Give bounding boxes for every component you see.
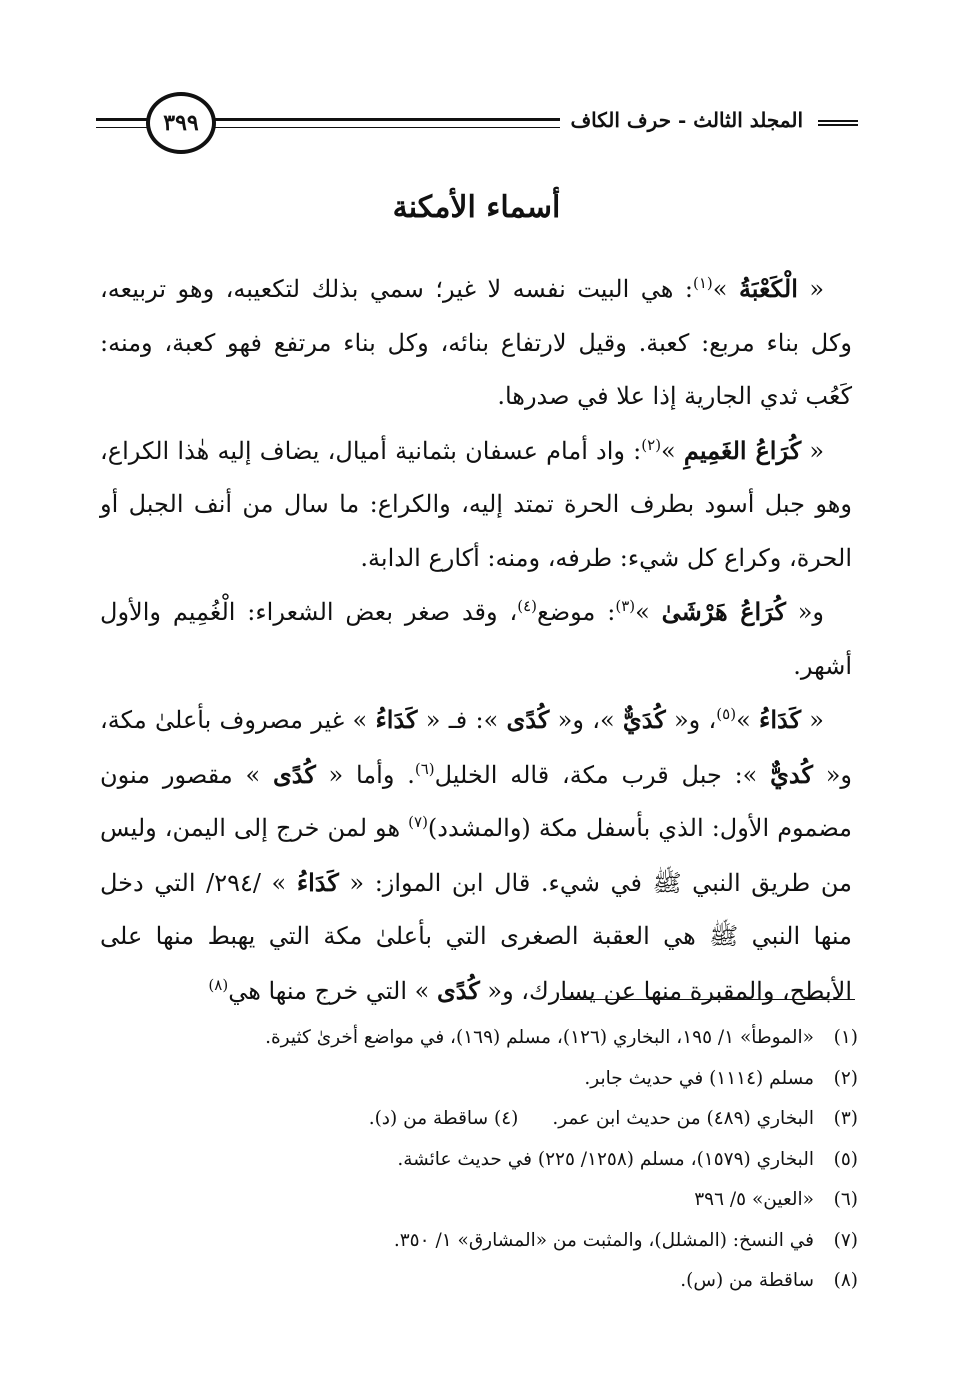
- footnote-text: مسلم (١١١٤) في حديث جابر.: [584, 1067, 814, 1089]
- header-rule-left: [96, 118, 148, 128]
- entry-text: : موضع: [536, 598, 616, 626]
- entry-text: »: جبل قرب مكة، قاله الخليل: [434, 760, 771, 789]
- footnote-ref: (٣): [615, 597, 636, 615]
- footnote: [140, 1099, 858, 1140]
- footnote: [140, 1261, 858, 1302]
- running-title: المجلد الثالث - حرف الكاف: [560, 108, 813, 132]
- footnote-text: البخاري (١٥٧٩)، مسلم (١٢٥٨/ ٢٢٥) في حديث عائشة.: [397, 1148, 814, 1170]
- footnote-ref: (٤): [517, 597, 537, 615]
- entry-kada: [100, 693, 852, 1018]
- entry-text: » مقصور منون مضموم الأول: الذي بأسفل مكة (والمشدد): [100, 760, 852, 842]
- footnote-ref: (٦): [414, 759, 435, 778]
- entry-term: الْكَعْبَةُ: [738, 274, 798, 303]
- page-number-badge: [146, 92, 216, 154]
- entry-term: كَدَاءُ: [375, 705, 418, 734]
- entry-text: ، و«: [665, 706, 717, 734]
- footnote: [140, 1018, 858, 1059]
- quote-close: »: [661, 436, 684, 465]
- entry-term: كَدَاءُ: [296, 867, 339, 897]
- entry-term: كُدًى: [436, 975, 480, 1005]
- header-rule-cap: [818, 120, 858, 126]
- footnotes: [140, 1018, 858, 1302]
- footnote-ref: (٢): [641, 435, 662, 454]
- footnote-text: «الموطأ» ١/ ١٩٥، البخاري (١٢٦)، مسلم (١٦٩)، في مواضع أخرىٰ كثيرة.: [265, 1027, 814, 1048]
- footnote: [140, 1180, 858, 1221]
- section-title: أسماء الأمكنة: [392, 190, 561, 225]
- body-text: [100, 262, 852, 1018]
- entry-kura-harsha: [100, 585, 852, 693]
- entry-text: ، وقد صغر بعض الشعراء: الْغُمِيم والأول أشهر.: [100, 598, 852, 680]
- quote-open: «: [801, 706, 824, 734]
- footnote-number: (٣): [833, 1108, 858, 1129]
- quote-open: «: [797, 275, 825, 303]
- footnote-ref: (٧): [408, 813, 428, 831]
- footnote-text: في النسخ: (المشلل)، والمثبت من «المشارق» ١/ ٣٥٠.: [393, 1229, 814, 1251]
- footnote-number: (٢): [833, 1067, 858, 1089]
- entry-term: كُرَاعُ هَرْشَىٰ: [661, 597, 786, 626]
- footnote-ref: (١): [692, 274, 713, 292]
- page-number: ٣٩٩: [163, 110, 199, 136]
- footnote-ref: (٥): [716, 705, 737, 723]
- footnote-number: (٦): [833, 1189, 858, 1210]
- entry-term: كُديٌّ: [770, 759, 813, 789]
- quote-close: »: [635, 598, 662, 626]
- quote-close: »: [712, 275, 739, 303]
- entry-kura-al-ghamim: [100, 424, 852, 586]
- entry-term: كَدَاءُ: [759, 705, 802, 734]
- footnote-text: ساقطة من (س).: [680, 1270, 814, 1291]
- entry-term: كُرَاعُ الغَمِيمِ: [683, 435, 802, 465]
- entry-term: كُدَيٌّ: [622, 705, 666, 734]
- entry-term: كُدًى: [506, 705, 550, 734]
- quote-open: و«: [785, 598, 825, 626]
- entry-text: : واد أمام عسفان بثمانية أميال، يضاف إليه هٰذا الكراع، وهو جبل أسود بطرف الحرة تمتد إليه، والكراع: ما سال من أنف الجبل أو الحرة، وكراع كل شيء: طرفه، ومنه: أكارع الدابة.: [100, 436, 852, 572]
- footnote-ref: (٨): [208, 975, 229, 994]
- footnote-separator: [560, 999, 855, 1000]
- footnote-text: ساقطة من (د).: [368, 1108, 489, 1129]
- entry-text: » التي خرج منها هي: [228, 976, 437, 1005]
- entry-text: »: فـ «: [417, 706, 507, 734]
- entry-kaaba: [100, 262, 852, 424]
- footnote-number: (٧): [833, 1229, 858, 1251]
- entry-term: كُدًى: [272, 759, 316, 789]
- footnote: [140, 1140, 858, 1181]
- footnote-number: (٤): [493, 1108, 519, 1129]
- entry-text: »، و«: [549, 706, 623, 734]
- entry-text: : هي البيت نفسه لا غير؛ سمي بذلك لتكعيبه، وهو تربيعه، وكل بناء مربع: كعبة. وقيل لارتفاع بنائه، وكل بناء مرتفع فهو كعبة، ومنه: كَعُب ثدي الجارية إذا علا في صدرها.: [100, 275, 852, 410]
- footnote: [140, 1221, 858, 1262]
- footnote-text: البخاري (٤٨٩) من حديث ابن عمر.: [552, 1108, 814, 1129]
- footnote-number: (١): [833, 1027, 858, 1048]
- entry-text: » /٢٩٤/ التي دخل منها النبي ﷺ هي العقبة الصغرى التي بأعلىٰ مكة التي يهبط منها على الأبطح، والمقبرة منها عن يسارك، و«: [100, 868, 852, 1005]
- footnote-number: (٨): [833, 1270, 858, 1291]
- entry-text: » غير مصروف بأعلىٰ مكة، و«: [100, 706, 853, 789]
- footnote-number: (٥): [833, 1148, 858, 1170]
- footnote: [140, 1059, 858, 1100]
- entry-text: هو لمن خرج إلى اليمن، وليس من طريق النبي ﷺ في شيء. قال ابن المواز: «: [100, 814, 852, 897]
- quote-open: «: [801, 436, 825, 465]
- quote-close: »: [736, 706, 760, 734]
- entry-text: . وأما «: [315, 760, 415, 789]
- footnote-text: «العين» ٥/ ٣٩٦: [694, 1189, 814, 1210]
